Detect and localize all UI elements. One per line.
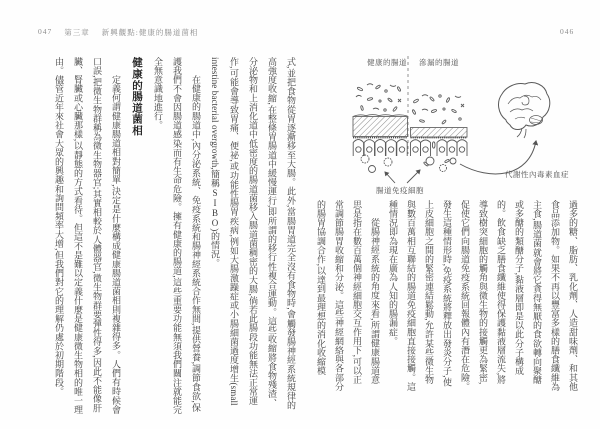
epithelial-cells-healthy: [353, 140, 407, 157]
healthy-gut-drawing: [353, 84, 408, 156]
bacteria-cluster-leaky: [412, 95, 464, 125]
leaky-gut-drawing: [411, 95, 468, 167]
gut-brain-figure: [310, 44, 595, 200]
chapter-label: 第三章: [64, 28, 90, 37]
bacteria-cluster-healthy: [356, 84, 401, 112]
immune-cells: [361, 155, 456, 183]
page-number-right: 046: [560, 27, 575, 36]
paragraph: 定義何謂健康腸道相對簡單,決定是什麼構成健康腸道菌相則複雜得多。人們有時候會口誤,把微生物群稱為微生物器官;其實相較於人體器官,微生物群要彈性得多,因此不能像肝臟、腎臟或心臟那樣,以靜態的方式看待。但這不是難以定義什麼是健康微生物相的唯一理由。儘管近年來社會大眾的興趣和詢問頻率大增,但我們對它的理解仍處於初期階段。: [54, 57, 121, 415]
mucus-layer-thin: [411, 128, 468, 138]
paragraph: 在健康的腸道中,內分泌系統、免疫系統和腸神經系統合作無間,提供營養,調節食欲,保護我們不會因腸道感染而有生命危險。擁有健康的腸道,這些重要功能無須我們關注就能完全無意識地進行。: [153, 57, 201, 415]
arrow-gut-to-brain: [460, 141, 536, 174]
endotoxemia-label: 代謝性內毒素血症: [505, 170, 569, 179]
bacterium-penetrating: [432, 142, 435, 148]
page-number-left: 047: [38, 27, 53, 36]
immune-cells-label: 腸道免疫細胞: [376, 186, 424, 195]
right-page-body: [300, 200, 582, 393]
paragraph: 式,並把食物從胃逐漸移至大腸。此外,當腸胃道完全沒有食物時,會觸發腸神經系統規律的高強度收縮,在整條胃腸道中緩慢運行,即所謂的移行性複合運動。這些收縮將食物殘渣、分泌物和上消化道中低密度的腸道菌移入腸道菌稠密的大腸,倘若此腸段功能無法正常運作,可能會導致胃痛、便祕,或功能性腸胃疾病,例如大腸激躁症或小腸細菌過度增生(small intestine bacterial overgrowth,簡稱SIBO)的情況。: [210, 57, 296, 410]
paragraph: 過多的糖、脂肪、乳化劑、人造甜味劑、和其他食品添加物。如果不再以豐富多樣的膳食纖維為主食,腸道菌就會將它貪得無厭的食欲轉向聚醣或多醣的類醣分子,黏液層即是以此分子構成的。飲食缺乏膳食纖維使得保護黏液層流失,將導致樹突細胞的觸角與微生物的接觸更為緊密,促使它們向腸道免疫系統回報體內有潛在危險。發生這種情形時,免疫系統將釋放出發炎分子,使上皮細胞之間的緊密連結鬆動,允許某些微生物與數百萬相互聯結的腸道免疫細胞直接接觸。這種情況即為現在廣為人知的腸漏症。: [388, 200, 578, 392]
immune-arrow-right: [407, 170, 420, 183]
brain-icon: [499, 83, 550, 138]
immune-arrow-left: [385, 172, 395, 183]
running-head: [38, 27, 198, 38]
left-page-body: [22, 57, 300, 415]
sibo-abbreviation: SIBO: [210, 187, 220, 229]
mucus-layer-thick: [353, 117, 408, 137]
section-heading: 健康的腸道菌相: [131, 57, 142, 137]
epithelial-cells-leaky: [411, 140, 468, 156]
healthy-gut-label: 健康的腸道: [367, 58, 407, 67]
leaky-gut-label: 滲漏的腸道: [419, 58, 459, 67]
paragraph: 從腸神經系統的角度來看,所謂健康腸道意思是指在數百萬個神經細胞交互作用下,可以正常調節腸胃收縮和分泌。這些神經網絡與各部分的腸胃協調合作,以達到最理想的消化收縮模: [316, 200, 380, 392]
chapter-title: 新興觀點:健康的腸道菌相: [101, 28, 199, 37]
cerebellum: [530, 116, 543, 125]
